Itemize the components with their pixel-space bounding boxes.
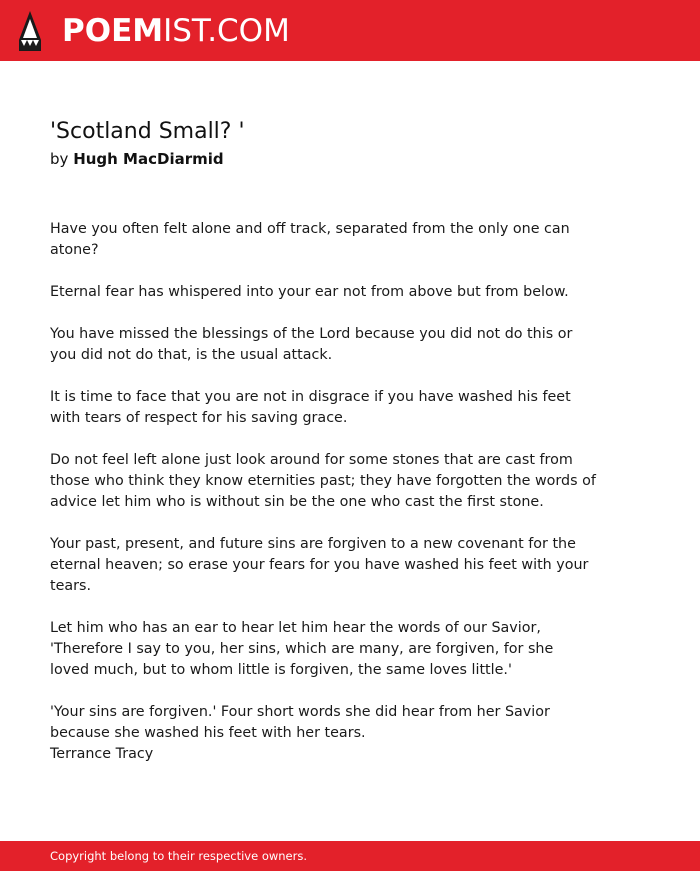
- poem-line: 'Your sins are forgiven.' Four short words she did hear from her Savior: [50, 704, 550, 720]
- poem-stanza: [50, 450, 596, 513]
- poem-author: Hugh MacDiarmid: [73, 150, 224, 168]
- poem-stanza: [50, 324, 580, 366]
- poem-line: 'Therefore I say to you, her sins, which are many, are forgiven, for she: [50, 641, 554, 657]
- poem-line: you did not do that, is the usual attack.: [50, 347, 333, 363]
- poem-stanza: [50, 534, 589, 597]
- site-header: [0, 0, 700, 61]
- poem-line: advice let him who is without sin be the one who cast the first stone.: [50, 494, 544, 510]
- poem-line: with tears of respect for his saving grace.: [50, 410, 348, 426]
- poem-line: You have missed the blessings of the Lord because you did not do this or: [50, 326, 573, 342]
- poem-title: 'Scotland Small? ': [50, 119, 245, 144]
- poem-stanza: [50, 618, 580, 681]
- poem-byline: [50, 148, 224, 170]
- poem-line: loved much, but to whom little is forgiven, the same loves little.': [50, 662, 512, 678]
- poem-stanza: [50, 387, 580, 429]
- copyright-text: Copyright belong to their respective owners.: [50, 849, 308, 863]
- logo-bold-text: POEM: [62, 13, 164, 49]
- poem-line: Let him who has an ear to hear let him hear the words of our Savior,: [50, 620, 541, 636]
- poem-stanza: [50, 282, 580, 303]
- poem-line: It is time to face that you are not in disgrace if you have washed his feet: [50, 389, 571, 405]
- poem-line: eternal heaven; so erase your fears for you have washed his feet with your: [50, 557, 589, 573]
- poem-line: Eternal fear has whispered into your ear not from above but from below.: [50, 284, 569, 300]
- logo-light-text: IST.COM: [163, 13, 290, 49]
- site-footer: [0, 841, 700, 871]
- byline-prefix: by: [50, 150, 69, 168]
- poem-line: Your past, present, and future sins are forgiven to a new covenant for the: [50, 536, 576, 552]
- poem-line: tears.: [50, 578, 92, 594]
- poem-line: Have you often felt alone and off track, separated from the only one can: [50, 221, 570, 237]
- poem-body: [50, 219, 596, 765]
- poem-line: Terrance Tracy: [50, 746, 154, 762]
- poem-line: atone?: [50, 242, 99, 258]
- poem-line: those who think they know eternities past; they have forgotten the words of: [50, 473, 596, 489]
- site-logo-link[interactable]: [62, 9, 290, 53]
- poem-stanza: [50, 702, 580, 765]
- poem-stanza: [50, 219, 580, 261]
- poem-line: Do not feel left alone just look around for some stones that are cast from: [50, 452, 573, 468]
- poem-line: because she washed his feet with her tears.: [50, 725, 366, 741]
- pencil-icon: [18, 10, 42, 52]
